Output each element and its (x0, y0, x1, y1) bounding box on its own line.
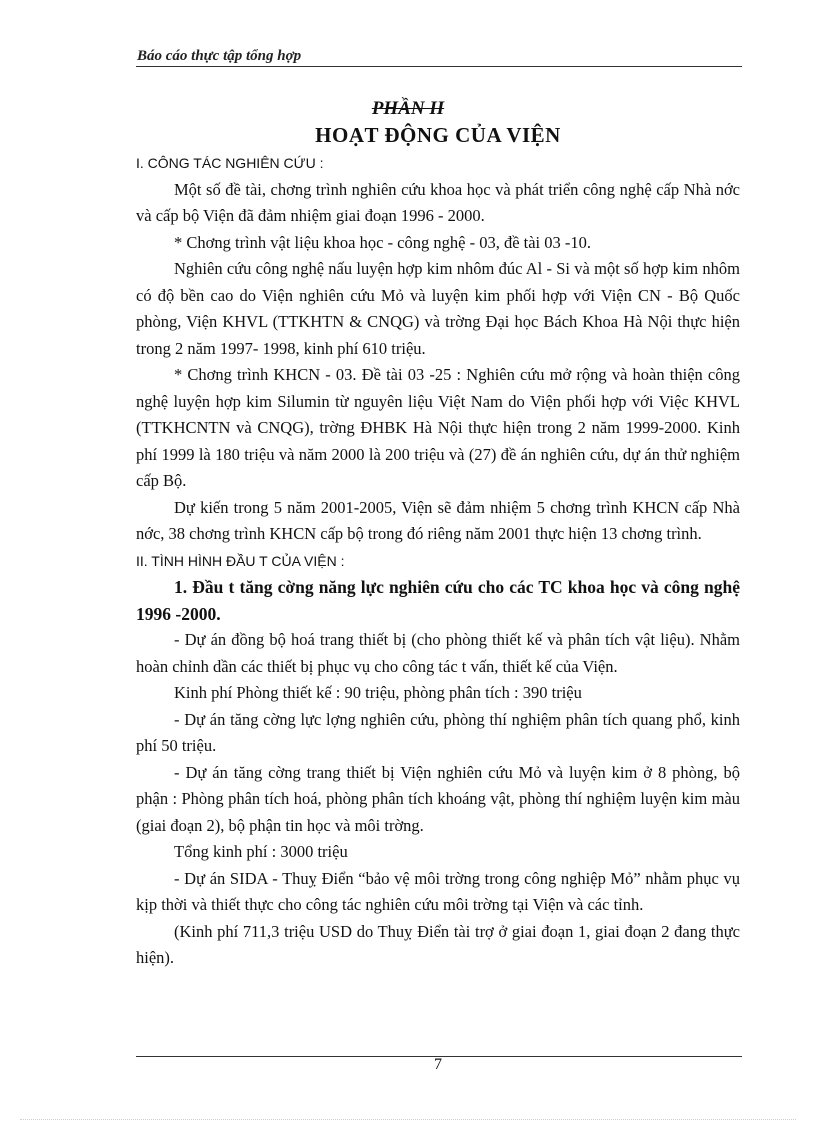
paragraph: * Chơng trình vật liệu khoa học - công nghệ - 03, đề tài 03 -10. (174, 232, 592, 252)
page-number: 7 (434, 1056, 442, 1073)
paragraph: Nghiên cứu công nghệ nấu luyện hợp kim nhôm đúc Al - Si và một số hợp kim nhôm có độ bền cao do Viện nghiên cứu Mỏ và luyện kim phối hợp với Viện CN - Bộ Quốc phòng, Viện KHVL (TTKHTN & CNQG) và trờng Đại học Bách Khoa Hà Nội thực hiện trong 2 năm 1997- 1998, kinh phí 610 triệu. (136, 259, 740, 358)
subsection-heading: 1. Đầu t tăng cờng năng lực nghiên cứu cho các TC khoa học và công nghệ 1996 -2000. (136, 577, 740, 624)
paragraph: - Dự án tăng cờng lực lợng nghiên cứu, phòng thí nghiệm phân tích quang phổ, kinh phí 50 triệu. (136, 709, 740, 755)
paragraph: - Dự án đồng bộ hoá trang thiết bị (cho phòng thiết kế và phân tích vật liệu). Nhằm hoàn chỉnh dần các thiết bị phục vụ cho công tác t vấn, thiết kế của Viện. (136, 630, 740, 676)
page-edge-dotted-line (20, 1119, 796, 1120)
paragraph: Kinh phí Phòng thiết kế : 90 triệu, phòng phân tích : 390 triệu (174, 683, 582, 702)
paragraph: - Dự án SIDA - Thuỵ Điển “bảo vệ môi trờng trong công nghiệp Mỏ” nhằm phục vụ kịp thời và thiết thực cho công tác nghiên cứu môi trờng tại Viện và các tỉnh. (136, 868, 740, 914)
header-divider (136, 66, 742, 67)
part-label: PHẦN II (371, 98, 445, 119)
paragraph: - Dự án tăng cờng trang thiết bị Viện nghiên cứu Mỏ và luyện kim ở 8 phòng, bộ phận : Phòng phân tích hoá, phòng phân tích khoáng vật, phòng thí nghiệm luyện kim màu (giai đoạn 2), bộ phận tin học và môi trờng. (136, 762, 740, 835)
paragraph: Một số đề tài, chơng trình nghiên cứu khoa học và phát triển công nghệ cấp Nhà nớc và cấp bộ Viện đã đảm nhiệm giai đoạn 1996 - 2000. (136, 179, 740, 225)
paragraph: * Chơng trình KHCN - 03. Đề tài 03 -25 : Nghiên cứu mở rộng và hoàn thiện công nghệ luyện hợp kim Silumin từ nguyên liệu Việt Nam do Viện phối hợp với Việc KHVL (TTKHCNTN và CNQG), trờng ĐHBK Hà Nội thực hiện trong 2 năm 1999-2000. Kinh phí 1999 là 180 triệu và năm 2000 là 200 triệu và (27) đề án nghiên cứu, dự án thử nghiệm cấp Bộ. (136, 365, 740, 490)
section-heading-investment: II. TÌNH HÌNH ĐẦU T CỦA VIỆN : (136, 552, 345, 569)
part-title: HOẠT ĐỘNG CỦA VIỆN (315, 123, 561, 147)
section-heading-research: I. CÔNG TÁC NGHIÊN CỨU : (136, 155, 324, 171)
running-header-title: Báo cáo thực tập tổng hợp (137, 48, 302, 64)
document-body (136, 150, 740, 972)
paragraph: (Kinh phí 711,3 triệu USD do Thuỵ Điển tài trợ ở giai đoạn 1, giai đoạn 2 đang thực hiện). (136, 921, 740, 967)
paragraph: Dự kiến trong 5 năm 2001-2005, Viện sẽ đảm nhiệm 5 chơng trình KHCN cấp Nhà nớc, 38 chơng trình KHCN cấp bộ trong đó riêng năm 2001 thực hiện 13 chơng trình. (136, 497, 740, 543)
paragraph: Tổng kinh phí : 3000 triệu (174, 842, 348, 861)
